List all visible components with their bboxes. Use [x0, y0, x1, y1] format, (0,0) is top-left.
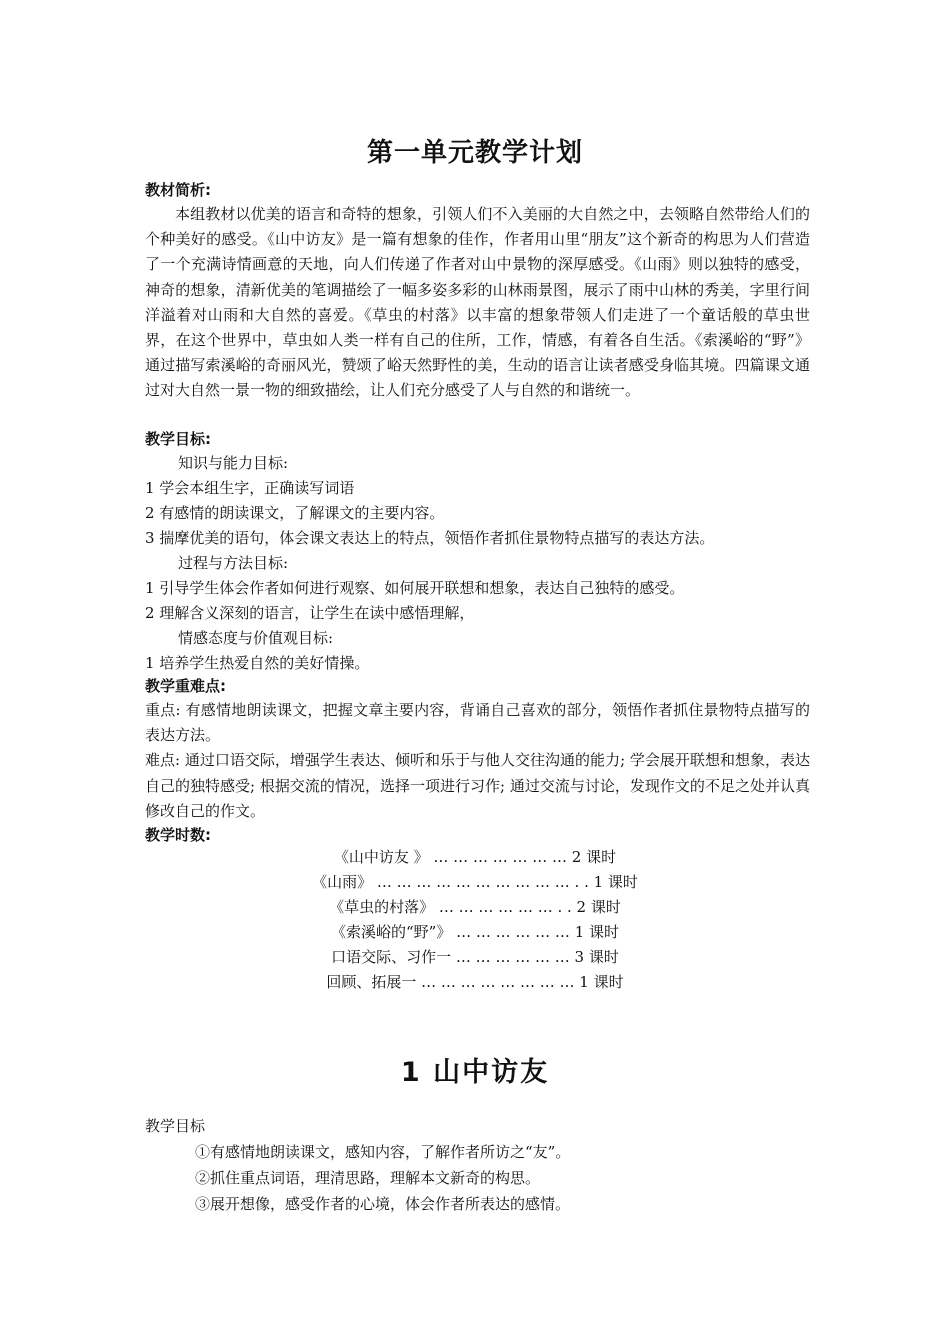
material-heading: 教材简析: — [145, 181, 211, 199]
lesson-goal-item: ②抓住重点词语，理清思路，理解本文新奇的构思。 — [195, 1169, 541, 1187]
process-item: 1 引导学生体会作者如何进行观察、如何展开联想和想象，表达自己独特的感受。 — [145, 579, 685, 597]
knowledge-item: 3 揣摩优美的语句，体会课文表达上的特点，领悟作者抓住景物特点描写的表达方法。 — [145, 529, 715, 547]
schedule-row: 《草虫的村落》 … … … … … … . . 2 课时 — [329, 898, 621, 916]
objectives-section — [145, 427, 810, 676]
schedule-row: 回顾、拓展一 … … … … … … … … 1 课时 — [326, 973, 624, 991]
lesson-goals-section — [145, 1114, 810, 1217]
focus-paragraph: 重点: 有感情地朗读课文，把握文章主要内容，背诵自己喜欢的部分，领悟作者抓住景物特点描写的表达方法。 — [145, 701, 810, 745]
schedule-row: 口语交际、习作一 … … … … … … 3 课时 — [331, 948, 619, 966]
schedule-row: 《山中访友 》 … … … … … … … 2 课时 — [333, 848, 617, 866]
hours-heading-text: 教学时数: — [145, 826, 211, 844]
hours-heading — [145, 823, 810, 847]
lesson-goal-item: ①有感情地朗读课文，感知内容，了解作者所访之“友”。 — [195, 1143, 571, 1161]
schedule-row: 《山雨》 … … … … … … … … … … . . 1 课时 — [312, 873, 638, 891]
emotion-heading: 情感态度与价值观目标: — [178, 629, 334, 647]
lesson-title: 1 山中访友 — [400, 1057, 550, 1088]
key-points-heading: 教学重难点: — [145, 677, 226, 695]
hours-schedule — [0, 845, 950, 995]
material-paragraph: 本组教材以优美的语言和奇特的想象，引领人们不入美丽的大自然之中，去领略自然带给人们的个种美好的感受。《山中访友》是一篇有想象的佳作，作者用山里“朋友”这个新奇的构思为人们营造了一个充满诗情画意的天地，向人们传递了作者对山中景物的深厚感受。《山雨》则以独特的感受，神奇的想象，清新优美的笔调描绘了一幅多姿多彩的山林雨景图，展示了雨中山林的秀美，字里行间洋溢着对山雨和大自然的喜爱。《草虫的村落》以丰富的想象带领人们走进了一个童话般的草虫世界，在这个世界中，草虫如人类一样有自己的住所，工作，情感，有着各自生活。《索溪峪的“野”》通过描写索溪峪的奇丽风光，赞颂了峪天然野性的美，生动的语言让读者感受身临其境。四篇课文通过对大自然一景一物的细致描绘，让人们充分感受了人与自然的和谐统一。 — [145, 205, 810, 400]
key-points-section — [145, 674, 810, 824]
difficulty-paragraph: 难点: 通过口语交际，增强学生表达、倾听和乐于与他人交往沟通的能力; 学会展开联想和想象，表达自己的独特感受; 根据交流的情况，选择一项进行习作; 通过交流与讨论，发现作文的不足之处并认真修改自己的作文。 — [145, 751, 810, 820]
process-heading: 过程与方法目标: — [178, 554, 289, 572]
emotion-item: 1 培养学生热爱自然的美好情操。 — [145, 654, 370, 672]
objectives-heading: 教学目标: — [145, 430, 211, 448]
unit-title: 第一单元教学计划 — [366, 138, 583, 168]
knowledge-item: 1 学会本组生字，正确读写词语 — [145, 479, 355, 497]
process-item: 2 理解含义深刻的语言，让学生在读中感悟理解， — [145, 604, 475, 622]
knowledge-heading: 知识与能力目标: — [178, 454, 289, 472]
knowledge-item: 2 有感情的朗读课文，了解课文的主要内容。 — [145, 504, 445, 522]
schedule-row: 《索溪峪的“野”》 … … … … … … 1 课时 — [330, 923, 620, 941]
material-section — [145, 178, 810, 404]
lesson-goal-item: ③展开想像，感受作者的心境，体会作者所表达的感情。 — [195, 1195, 571, 1213]
lesson-goals-heading: 教学目标 — [145, 1117, 206, 1135]
